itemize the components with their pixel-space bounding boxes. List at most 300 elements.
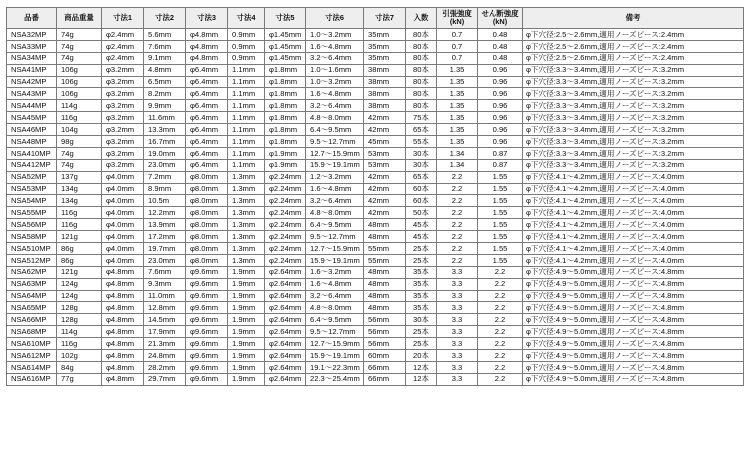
cell-part-number: NSA510MP xyxy=(7,243,57,255)
cell-tensile-strength: 1.35 xyxy=(437,124,478,136)
cell-dimension-1: φ4.0mm xyxy=(102,183,144,195)
cell-dimension-7: 48mm xyxy=(364,302,406,314)
cell-quantity: 55本 xyxy=(406,136,437,148)
cell-tensile-strength: 2.2 xyxy=(437,183,478,195)
cell-dimension-3: φ9.6mm xyxy=(186,278,228,290)
cell-dimension-5: φ2.24mm xyxy=(265,171,306,183)
cell-dimension-6: 15.9～19.1mm xyxy=(306,159,364,171)
cell-dimension-5: φ2.24mm xyxy=(265,219,306,231)
cell-dimension-1: φ2.4mm xyxy=(102,29,144,41)
cell-weight: 84g xyxy=(57,361,102,373)
cell-part-number: NSA612MP xyxy=(7,350,57,362)
cell-shear-strength: 1.55 xyxy=(478,183,523,195)
cell-dimension-2: 10.5m xyxy=(144,195,186,207)
cell-remarks: φ下穴径:2.5～2.6mm,適用ノーズピース:2.4mm xyxy=(523,52,744,64)
cell-weight: 106g xyxy=(57,64,102,76)
cell-shear-strength: 0.96 xyxy=(478,124,523,136)
table-row xyxy=(7,219,744,231)
cell-dimension-1: φ4.0mm xyxy=(102,195,144,207)
table-row xyxy=(7,254,744,266)
cell-dimension-6: 9.5～12.7mm xyxy=(306,326,364,338)
column-header-dimension-7: 寸法7 xyxy=(364,8,406,29)
cell-dimension-5: φ1.8mm xyxy=(265,112,306,124)
cell-dimension-5: φ2.24mm xyxy=(265,254,306,266)
cell-part-number: NSA62MP xyxy=(7,266,57,278)
cell-shear-strength: 2.2 xyxy=(478,326,523,338)
cell-dimension-7: 42mm xyxy=(364,183,406,195)
table-row xyxy=(7,195,744,207)
cell-remarks: φ下穴径:4.9～5.0mm,適用ノーズピース:4.8mm xyxy=(523,338,744,350)
cell-dimension-2: 13.9mm xyxy=(144,219,186,231)
cell-tensile-strength: 1.35 xyxy=(437,112,478,124)
cell-part-number: NSA44MP xyxy=(7,100,57,112)
cell-tensile-strength: 1.35 xyxy=(437,136,478,148)
cell-dimension-5: φ2.64mm xyxy=(265,302,306,314)
cell-shear-strength: 0.96 xyxy=(478,136,523,148)
cell-dimension-7: 35mm xyxy=(364,29,406,41)
cell-dimension-6: 1.6～3.2mm xyxy=(306,266,364,278)
cell-dimension-3: φ6.4mm xyxy=(186,112,228,124)
column-header-dimension-6: 寸法6 xyxy=(306,8,364,29)
cell-dimension-3: φ8.0mm xyxy=(186,254,228,266)
cell-dimension-5: φ1.9mm xyxy=(265,159,306,171)
cell-dimension-3: φ8.0mm xyxy=(186,219,228,231)
cell-dimension-2: 11.6mm xyxy=(144,112,186,124)
cell-dimension-3: φ8.0mm xyxy=(186,243,228,255)
cell-dimension-4: 1.9mm xyxy=(228,373,265,385)
cell-dimension-5: φ2.24mm xyxy=(265,183,306,195)
cell-quantity: 25本 xyxy=(406,338,437,350)
cell-dimension-1: φ4.8mm xyxy=(102,326,144,338)
table-row xyxy=(7,207,744,219)
column-header-dimension-2: 寸法2 xyxy=(144,8,186,29)
cell-weight: 106g xyxy=(57,76,102,88)
cell-tensile-strength: 3.3 xyxy=(437,361,478,373)
cell-part-number: NSA410MP xyxy=(7,147,57,159)
cell-quantity: 25本 xyxy=(406,326,437,338)
cell-dimension-4: 1.3mm xyxy=(228,243,265,255)
cell-dimension-1: φ4.0mm xyxy=(102,171,144,183)
cell-quantity: 60本 xyxy=(406,195,437,207)
cell-part-number: NSA52MP xyxy=(7,171,57,183)
cell-remarks: φ下穴径:3.3～3.4mm,適用ノーズピース:3.2mm xyxy=(523,159,744,171)
cell-weight: 116g xyxy=(57,338,102,350)
cell-part-number: NSA616MP xyxy=(7,373,57,385)
cell-shear-strength: 2.2 xyxy=(478,302,523,314)
cell-quantity: 60本 xyxy=(406,183,437,195)
cell-weight: 124g xyxy=(57,290,102,302)
cell-dimension-2: 21.3mm xyxy=(144,338,186,350)
cell-dimension-3: φ4.8mm xyxy=(186,40,228,52)
cell-remarks: φ下穴径:3.3～3.4mm,適用ノーズピース:3.2mm xyxy=(523,100,744,112)
cell-weight: 106g xyxy=(57,88,102,100)
cell-tensile-strength: 2.2 xyxy=(437,207,478,219)
table-row xyxy=(7,302,744,314)
cell-part-number: NSA48MP xyxy=(7,136,57,148)
cell-quantity: 80本 xyxy=(406,40,437,52)
table-row xyxy=(7,314,744,326)
cell-dimension-4: 0.9mm xyxy=(228,29,265,41)
cell-dimension-7: 66mm xyxy=(364,373,406,385)
cell-dimension-5: φ1.9mm xyxy=(265,147,306,159)
cell-shear-strength: 1.55 xyxy=(478,231,523,243)
cell-quantity: 30本 xyxy=(406,314,437,326)
cell-tensile-strength: 1.35 xyxy=(437,76,478,88)
cell-dimension-1: φ3.2mm xyxy=(102,136,144,148)
cell-dimension-3: φ8.0mm xyxy=(186,207,228,219)
cell-dimension-1: φ4.0mm xyxy=(102,243,144,255)
cell-part-number: NSA43MP xyxy=(7,88,57,100)
cell-dimension-3: φ6.4mm xyxy=(186,136,228,148)
cell-tensile-strength: 3.3 xyxy=(437,326,478,338)
cell-tensile-strength: 3.3 xyxy=(437,278,478,290)
cell-remarks: φ下穴径:3.3～3.4mm,適用ノーズピース:3.2mm xyxy=(523,136,744,148)
cell-dimension-1: φ3.2mm xyxy=(102,159,144,171)
cell-part-number: NSA58MP xyxy=(7,231,57,243)
cell-weight: 74g xyxy=(57,159,102,171)
cell-dimension-6: 1.0～3.2mm xyxy=(306,76,364,88)
cell-tensile-strength: 2.2 xyxy=(437,254,478,266)
cell-remarks: φ下穴径:3.3～3.4mm,適用ノーズピース:3.2mm xyxy=(523,112,744,124)
cell-tensile-strength: 1.35 xyxy=(437,88,478,100)
column-header-dimension-1: 寸法1 xyxy=(102,8,144,29)
cell-weight: 104g xyxy=(57,124,102,136)
header-row xyxy=(7,8,744,29)
cell-dimension-5: φ1.8mm xyxy=(265,100,306,112)
cell-weight: 77g xyxy=(57,373,102,385)
cell-dimension-5: φ2.64mm xyxy=(265,326,306,338)
cell-shear-strength: 1.55 xyxy=(478,171,523,183)
cell-dimension-3: φ9.6mm xyxy=(186,350,228,362)
cell-weight: 74g xyxy=(57,147,102,159)
cell-part-number: NSA33MP xyxy=(7,40,57,52)
cell-shear-strength: 0.96 xyxy=(478,88,523,100)
cell-quantity: 65本 xyxy=(406,171,437,183)
column-header-dimension-4: 寸法4 xyxy=(228,8,265,29)
cell-shear-strength: 2.2 xyxy=(478,350,523,362)
cell-dimension-5: φ2.64mm xyxy=(265,338,306,350)
table-row xyxy=(7,29,744,41)
cell-dimension-1: φ4.0mm xyxy=(102,254,144,266)
cell-dimension-6: 4.8～8.0mm xyxy=(306,112,364,124)
cell-part-number: NSA42MP xyxy=(7,76,57,88)
cell-dimension-6: 1.6～4.8mm xyxy=(306,40,364,52)
cell-dimension-1: φ4.8mm xyxy=(102,290,144,302)
cell-remarks: φ下穴径:3.3～3.4mm,適用ノーズピース:3.2mm xyxy=(523,124,744,136)
cell-dimension-1: φ2.4mm xyxy=(102,40,144,52)
cell-dimension-3: φ9.6mm xyxy=(186,302,228,314)
cell-remarks: φ下穴径:2.5～2.6mm,適用ノーズピース:2.4mm xyxy=(523,29,744,41)
cell-tensile-strength: 3.3 xyxy=(437,302,478,314)
cell-dimension-3: φ6.4mm xyxy=(186,100,228,112)
cell-dimension-7: 48mm xyxy=(364,290,406,302)
cell-remarks: φ下穴径:4.1～4.2mm,適用ノーズピース:4.0mm xyxy=(523,195,744,207)
cell-quantity: 65本 xyxy=(406,124,437,136)
cell-dimension-7: 38mm xyxy=(364,76,406,88)
cell-dimension-3: φ6.4mm xyxy=(186,64,228,76)
cell-dimension-4: 0.9mm xyxy=(228,40,265,52)
cell-shear-strength: 2.2 xyxy=(478,290,523,302)
cell-dimension-5: φ2.24mm xyxy=(265,231,306,243)
cell-quantity: 80本 xyxy=(406,29,437,41)
table-row xyxy=(7,88,744,100)
cell-dimension-4: 1.3mm xyxy=(228,171,265,183)
cell-dimension-4: 1.9mm xyxy=(228,266,265,278)
cell-part-number: NSA64MP xyxy=(7,290,57,302)
cell-dimension-7: 66mm xyxy=(364,361,406,373)
cell-remarks: φ下穴径:3.3～3.4mm,適用ノーズピース:3.2mm xyxy=(523,76,744,88)
cell-dimension-5: φ1.45mm xyxy=(265,52,306,64)
cell-dimension-7: 45mm xyxy=(364,136,406,148)
cell-remarks: φ下穴径:4.9～5.0mm,適用ノーズピース:4.8mm xyxy=(523,302,744,314)
cell-dimension-7: 55mm xyxy=(364,254,406,266)
table-row xyxy=(7,361,744,373)
cell-remarks: φ下穴径:4.1～4.2mm,適用ノーズピース:4.0mm xyxy=(523,243,744,255)
table-row xyxy=(7,350,744,362)
cell-shear-strength: 2.2 xyxy=(478,338,523,350)
cell-part-number: NSA41MP xyxy=(7,64,57,76)
cell-dimension-5: φ1.45mm xyxy=(265,29,306,41)
cell-part-number: NSA412MP xyxy=(7,159,57,171)
cell-dimension-4: 1.9mm xyxy=(228,278,265,290)
cell-quantity: 80本 xyxy=(406,52,437,64)
cell-dimension-5: φ2.64mm xyxy=(265,361,306,373)
cell-dimension-3: φ9.6mm xyxy=(186,266,228,278)
cell-dimension-7: 55mm xyxy=(364,243,406,255)
cell-dimension-7: 48mm xyxy=(364,219,406,231)
column-header-part-number: 品番 xyxy=(7,8,57,29)
table-row xyxy=(7,183,744,195)
cell-tensile-strength: 1.34 xyxy=(437,147,478,159)
cell-dimension-5: φ1.8mm xyxy=(265,136,306,148)
cell-dimension-4: 1.1mm xyxy=(228,76,265,88)
cell-remarks: φ下穴径:4.1～4.2mm,適用ノーズピース:4.0mm xyxy=(523,219,744,231)
cell-dimension-7: 42mm xyxy=(364,124,406,136)
cell-part-number: NSA68MP xyxy=(7,326,57,338)
cell-dimension-7: 60mm xyxy=(364,350,406,362)
table-row xyxy=(7,40,744,52)
table-row xyxy=(7,76,744,88)
cell-part-number: NSA46MP xyxy=(7,124,57,136)
cell-quantity: 25本 xyxy=(406,254,437,266)
cell-quantity: 20本 xyxy=(406,350,437,362)
cell-quantity: 80本 xyxy=(406,100,437,112)
cell-weight: 98g xyxy=(57,136,102,148)
cell-dimension-6: 22.3～25.4mm xyxy=(306,373,364,385)
cell-dimension-5: φ2.24mm xyxy=(265,195,306,207)
table-row xyxy=(7,266,744,278)
column-header-shear-strength: せん断強度(kN) xyxy=(478,8,523,29)
cell-remarks: φ下穴径:4.9～5.0mm,適用ノーズピース:4.8mm xyxy=(523,290,744,302)
cell-dimension-3: φ8.0mm xyxy=(186,183,228,195)
cell-part-number: NSA63MP xyxy=(7,278,57,290)
cell-quantity: 80本 xyxy=(406,88,437,100)
cell-dimension-2: 23.0mm xyxy=(144,254,186,266)
cell-dimension-5: φ2.24mm xyxy=(265,243,306,255)
cell-dimension-7: 56mm xyxy=(364,338,406,350)
cell-dimension-3: φ9.6mm xyxy=(186,314,228,326)
table-row xyxy=(7,64,744,76)
cell-dimension-2: 4.8mm xyxy=(144,64,186,76)
cell-shear-strength: 2.2 xyxy=(478,314,523,326)
cell-dimension-5: φ2.64mm xyxy=(265,266,306,278)
cell-dimension-6: 4.8～8.0mm xyxy=(306,207,364,219)
cell-dimension-4: 1.1mm xyxy=(228,159,265,171)
cell-tensile-strength: 2.2 xyxy=(437,195,478,207)
cell-dimension-2: 8.9mm xyxy=(144,183,186,195)
cell-dimension-1: φ3.2mm xyxy=(102,100,144,112)
cell-dimension-1: φ4.8mm xyxy=(102,373,144,385)
cell-dimension-2: 5.6mm xyxy=(144,29,186,41)
column-header-dimension-5: 寸法5 xyxy=(265,8,306,29)
cell-remarks: φ下穴径:4.1～4.2mm,適用ノーズピース:4.0mm xyxy=(523,183,744,195)
cell-quantity: 12本 xyxy=(406,361,437,373)
cell-shear-strength: 0.96 xyxy=(478,112,523,124)
cell-remarks: φ下穴径:4.1～4.2mm,適用ノーズピース:4.0mm xyxy=(523,231,744,243)
table-row xyxy=(7,243,744,255)
cell-dimension-7: 48mm xyxy=(364,231,406,243)
cell-dimension-2: 7.6mm xyxy=(144,266,186,278)
table-row xyxy=(7,124,744,136)
cell-dimension-7: 48mm xyxy=(364,266,406,278)
cell-dimension-7: 38mm xyxy=(364,100,406,112)
cell-shear-strength: 1.55 xyxy=(478,243,523,255)
table-row xyxy=(7,171,744,183)
cell-dimension-4: 0.9mm xyxy=(228,52,265,64)
cell-shear-strength: 0.48 xyxy=(478,29,523,41)
cell-shear-strength: 0.96 xyxy=(478,64,523,76)
spec-table xyxy=(6,7,744,386)
cell-dimension-3: φ9.6mm xyxy=(186,373,228,385)
cell-remarks: φ下穴径:3.3～3.4mm,適用ノーズピース:3.2mm xyxy=(523,88,744,100)
cell-dimension-2: 12.2mm xyxy=(144,207,186,219)
cell-dimension-2: 23.0mm xyxy=(144,159,186,171)
cell-dimension-4: 1.9mm xyxy=(228,338,265,350)
cell-shear-strength: 2.2 xyxy=(478,266,523,278)
cell-part-number: NSA32MP xyxy=(7,29,57,41)
cell-dimension-6: 1.0～3.2mm xyxy=(306,29,364,41)
cell-dimension-1: φ3.2mm xyxy=(102,64,144,76)
cell-shear-strength: 0.87 xyxy=(478,159,523,171)
cell-dimension-5: φ2.24mm xyxy=(265,207,306,219)
cell-weight: 128g xyxy=(57,314,102,326)
cell-weight: 116g xyxy=(57,207,102,219)
cell-tensile-strength: 1.35 xyxy=(437,64,478,76)
cell-quantity: 35本 xyxy=(406,302,437,314)
cell-dimension-6: 3.2～6.4mm xyxy=(306,52,364,64)
cell-weight: 116g xyxy=(57,219,102,231)
cell-dimension-2: 9.3mm xyxy=(144,278,186,290)
table-row xyxy=(7,338,744,350)
cell-dimension-5: φ2.64mm xyxy=(265,350,306,362)
cell-part-number: NSA512MP xyxy=(7,254,57,266)
cell-dimension-3: φ6.4mm xyxy=(186,159,228,171)
cell-dimension-6: 1.0～1.6mm xyxy=(306,64,364,76)
cell-dimension-5: φ1.8mm xyxy=(265,64,306,76)
cell-dimension-6: 12.7～15.9mm xyxy=(306,147,364,159)
cell-dimension-1: φ3.2mm xyxy=(102,112,144,124)
cell-dimension-7: 42mm xyxy=(364,112,406,124)
cell-shear-strength: 0.87 xyxy=(478,147,523,159)
cell-tensile-strength: 3.3 xyxy=(437,338,478,350)
cell-dimension-5: φ1.45mm xyxy=(265,40,306,52)
cell-dimension-7: 53mm xyxy=(364,147,406,159)
column-header-remarks: 備考 xyxy=(523,8,744,29)
spec-table-container xyxy=(6,7,744,386)
cell-dimension-6: 6.4～9.5mm xyxy=(306,219,364,231)
cell-dimension-7: 42mm xyxy=(364,195,406,207)
column-header-quantity: 入数 xyxy=(406,8,437,29)
cell-dimension-3: φ6.4mm xyxy=(186,88,228,100)
cell-quantity: 45本 xyxy=(406,219,437,231)
cell-dimension-4: 1.9mm xyxy=(228,290,265,302)
cell-dimension-3: φ9.6mm xyxy=(186,361,228,373)
cell-dimension-7: 48mm xyxy=(364,278,406,290)
cell-dimension-5: φ2.64mm xyxy=(265,373,306,385)
cell-dimension-2: 24.8mm xyxy=(144,350,186,362)
cell-dimension-4: 1.9mm xyxy=(228,314,265,326)
cell-dimension-7: 56mm xyxy=(364,314,406,326)
cell-dimension-7: 35mm xyxy=(364,40,406,52)
cell-remarks: φ下穴径:4.9～5.0mm,適用ノーズピース:4.8mm xyxy=(523,373,744,385)
cell-dimension-7: 35mm xyxy=(364,52,406,64)
cell-quantity: 30本 xyxy=(406,147,437,159)
cell-weight: 86g xyxy=(57,254,102,266)
cell-part-number: NSA610MP xyxy=(7,338,57,350)
cell-tensile-strength: 0.7 xyxy=(437,29,478,41)
cell-tensile-strength: 0.7 xyxy=(437,40,478,52)
cell-dimension-7: 56mm xyxy=(364,326,406,338)
table-header xyxy=(7,8,744,29)
cell-weight: 137g xyxy=(57,171,102,183)
cell-dimension-4: 1.1mm xyxy=(228,124,265,136)
cell-weight: 74g xyxy=(57,29,102,41)
cell-dimension-2: 16.7mm xyxy=(144,136,186,148)
cell-remarks: φ下穴径:4.9～5.0mm,適用ノーズピース:4.8mm xyxy=(523,314,744,326)
cell-remarks: φ下穴径:4.9～5.0mm,適用ノーズピース:4.8mm xyxy=(523,266,744,278)
cell-dimension-2: 28.2mm xyxy=(144,361,186,373)
column-header-tensile-strength: 引張強度(kN) xyxy=(437,8,478,29)
cell-quantity: 50本 xyxy=(406,207,437,219)
cell-dimension-7: 53mm xyxy=(364,159,406,171)
cell-part-number: NSA45MP xyxy=(7,112,57,124)
cell-dimension-6: 12.7～15.9mm xyxy=(306,338,364,350)
cell-remarks: φ下穴径:3.3～3.4mm,適用ノーズピース:3.2mm xyxy=(523,64,744,76)
cell-dimension-2: 17.2mm xyxy=(144,231,186,243)
cell-shear-strength: 0.48 xyxy=(478,40,523,52)
cell-remarks: φ下穴径:3.3～3.4mm,適用ノーズピース:3.2mm xyxy=(523,147,744,159)
cell-dimension-5: φ1.8mm xyxy=(265,76,306,88)
cell-dimension-6: 12.7～15.9mm xyxy=(306,243,364,255)
cell-dimension-1: φ4.8mm xyxy=(102,350,144,362)
cell-quantity: 25本 xyxy=(406,243,437,255)
cell-dimension-2: 7.2mm xyxy=(144,171,186,183)
cell-shear-strength: 1.55 xyxy=(478,254,523,266)
cell-remarks: φ下穴径:4.1～4.2mm,適用ノーズピース:4.0mm xyxy=(523,254,744,266)
cell-dimension-4: 1.3mm xyxy=(228,183,265,195)
cell-dimension-3: φ4.8mm xyxy=(186,29,228,41)
cell-dimension-6: 9.5～12.7mm xyxy=(306,136,364,148)
cell-shear-strength: 2.2 xyxy=(478,278,523,290)
cell-dimension-7: 38mm xyxy=(364,64,406,76)
cell-dimension-4: 1.1mm xyxy=(228,88,265,100)
cell-quantity: 80本 xyxy=(406,64,437,76)
cell-dimension-4: 1.9mm xyxy=(228,302,265,314)
table-row xyxy=(7,373,744,385)
cell-dimension-6: 3.2～6.4mm xyxy=(306,290,364,302)
cell-part-number: NSA56MP xyxy=(7,219,57,231)
cell-dimension-4: 1.3mm xyxy=(228,219,265,231)
